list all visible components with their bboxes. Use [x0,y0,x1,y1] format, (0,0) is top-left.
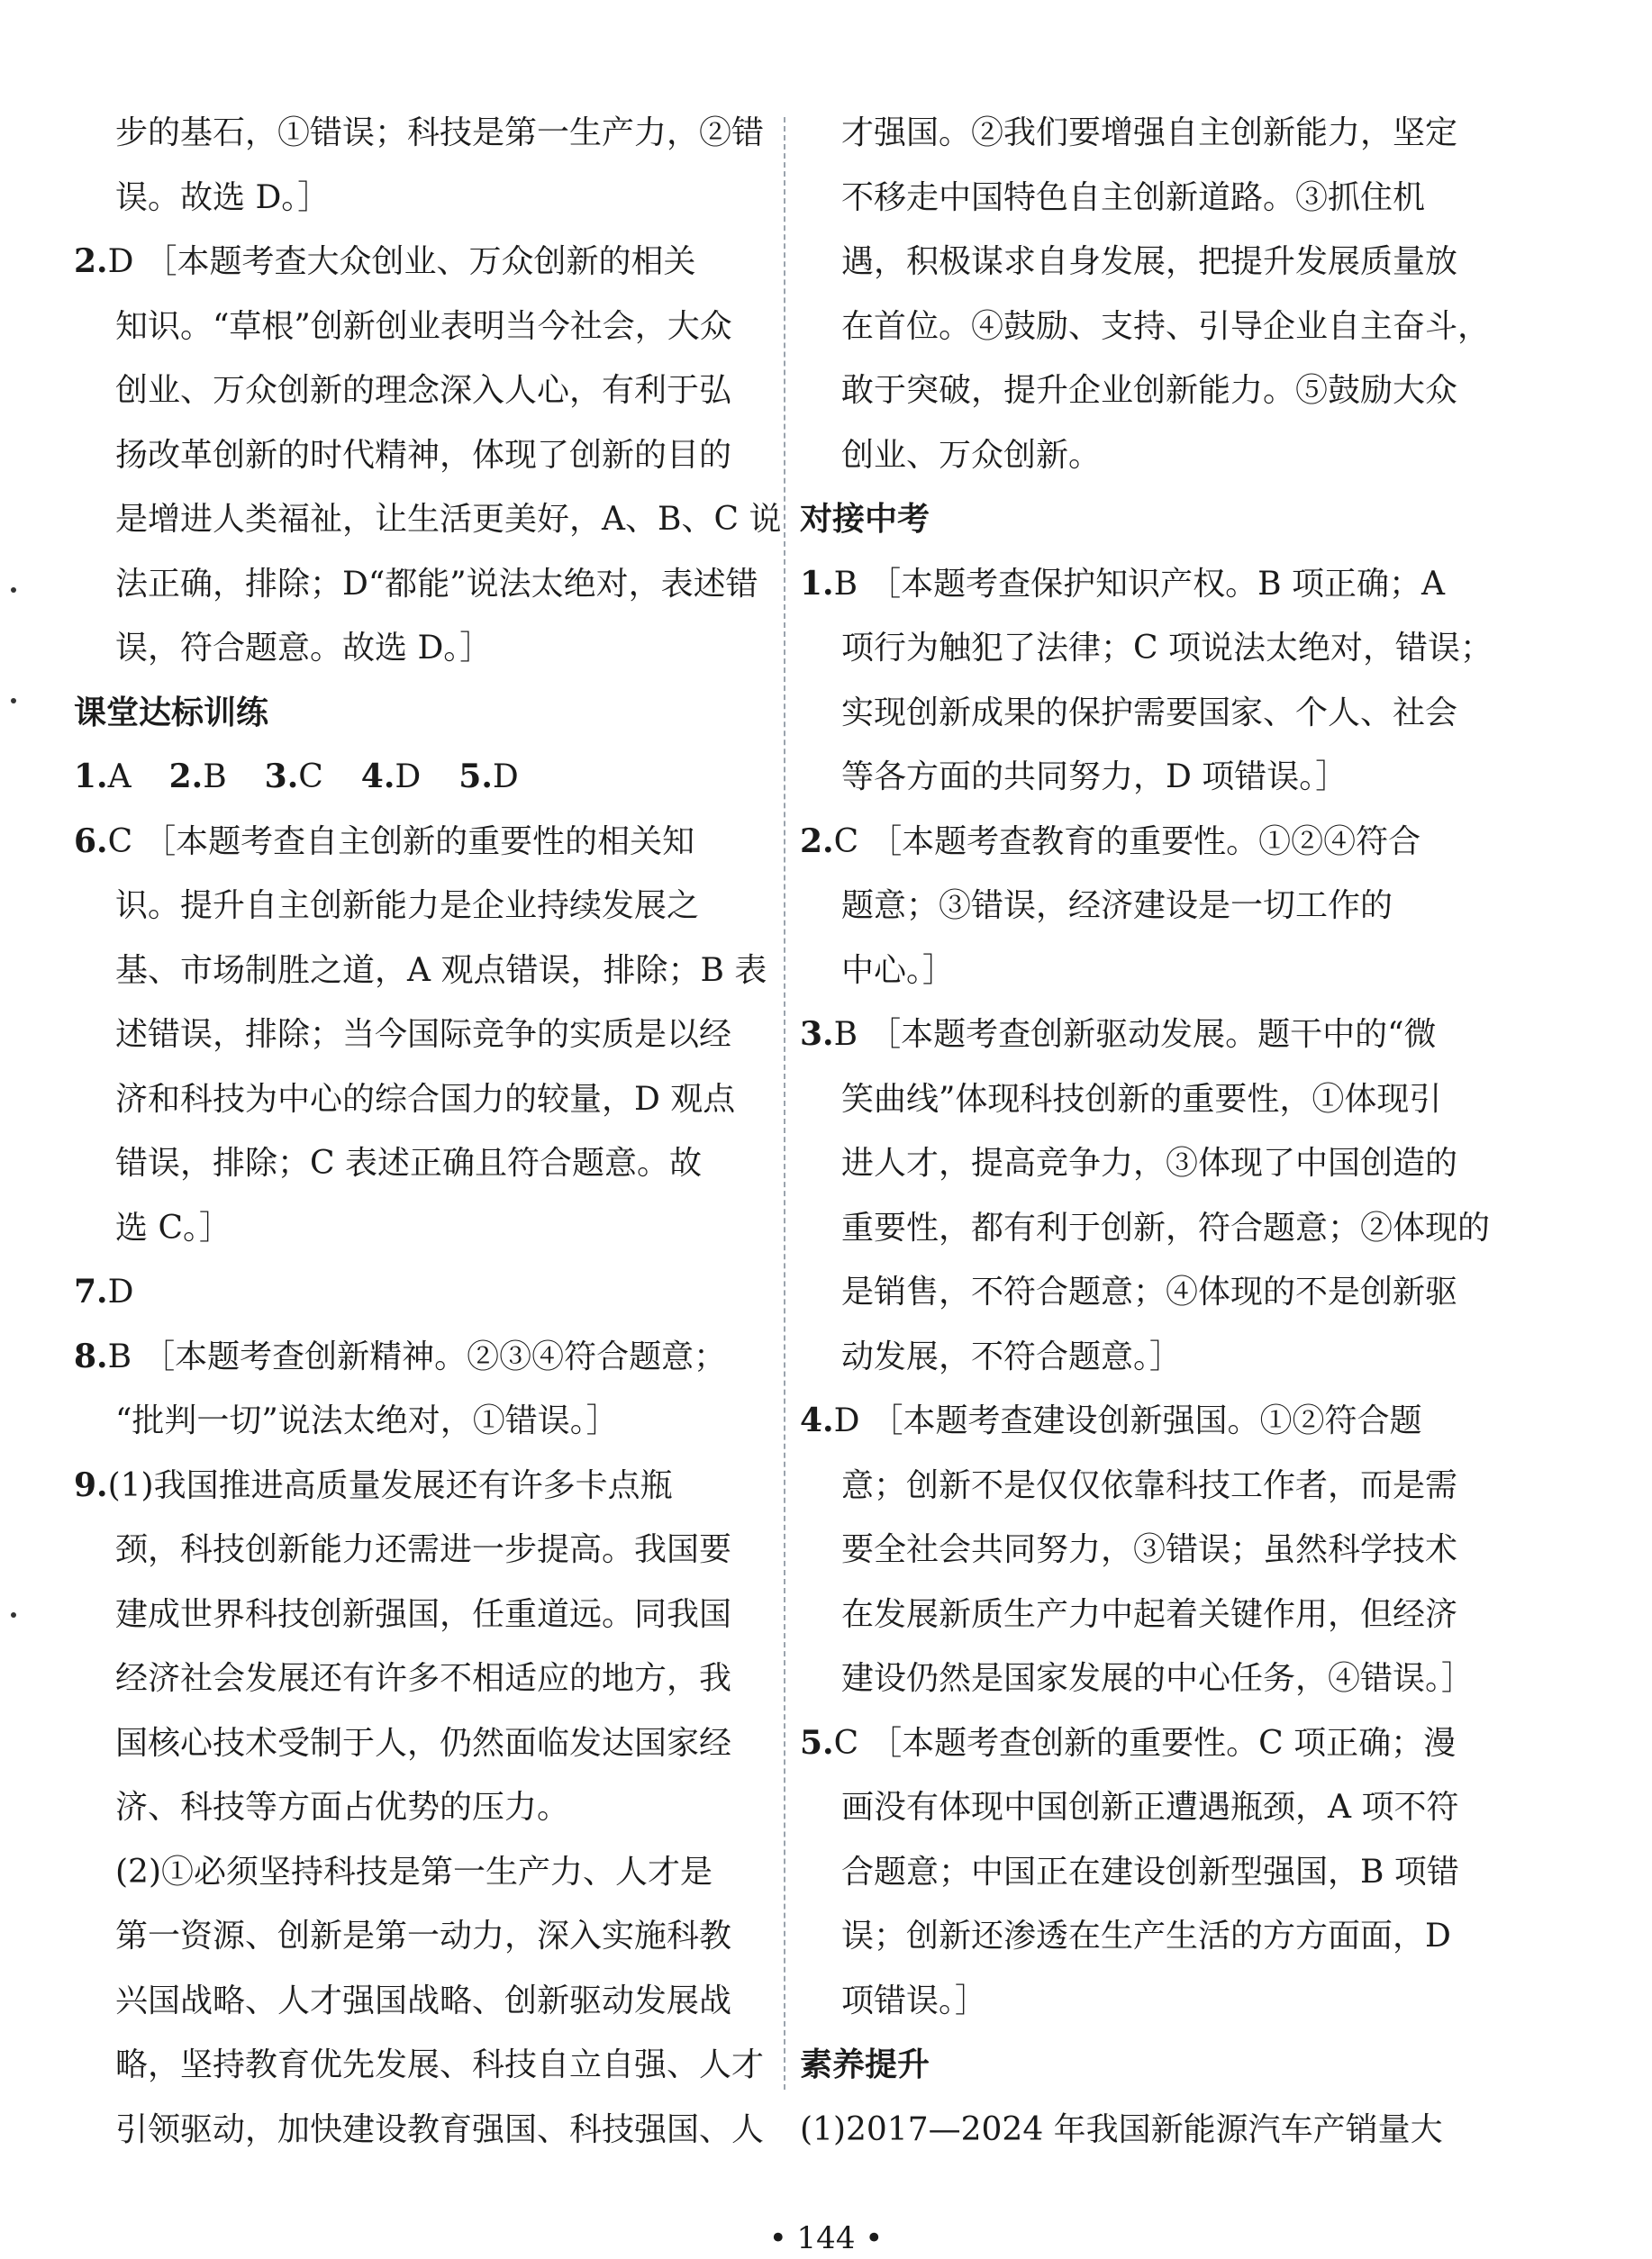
line-text: ［本题考查创新的重要性。C 项正确；漫 [869,1724,1457,1762]
mc-answer [74,758,132,795]
answer-letter: D [833,1402,860,1439]
line-text: (1)我国推进高质量发展还有许多卡点瓶 [107,1466,673,1504]
text-line [74,1775,769,1840]
line-text: ［本题考查大众创业、万众创新的相关 [144,243,696,280]
text-line [74,166,769,231]
text-line [74,616,769,681]
line-text: 遇，积极谋求自身发展，把提升发展质量放 [841,243,1458,280]
section-heading: 课堂达标训练 [74,694,269,731]
section-heading: 素养提升 [800,2046,930,2083]
line-text: 在发展新质生产力中起着关键作用，但经济 [841,1595,1458,1633]
answer-letter: C [833,1724,859,1762]
question-number: 8. [74,1337,108,1375]
question-number: 1. [800,564,834,603]
text-line [800,1325,1493,1390]
margin-dot [11,698,16,703]
line-text: 国核心技术受制于人，仍然面临发达国家经 [115,1724,732,1762]
line-text: 识。提升自主创新能力是企业持续发展之 [115,887,700,924]
text-line [74,1583,769,1647]
text-line [800,295,1493,359]
line-text: 误；创新还渗透在生产生活的方方面面，D [841,1918,1451,1955]
answer-item [74,230,769,295]
line-text: 步的基石，①错误；科技是第一生产力，②错 [115,114,765,151]
answer-letter: B [833,565,858,603]
line-text: 动发展，不符合题意。］ [841,1338,1183,1375]
line-text: ［本题考查教育的重要性。①②④符合 [869,822,1421,860]
line-text: 进人才，提高竞争力，③体现了中国创造的 [841,1145,1458,1182]
line-text: 经济社会发展还有许多不相适应的地方，我 [115,1660,732,1697]
answer-letter: D [395,758,422,795]
question-number: 3. [264,758,299,795]
answer-letter: C [298,758,323,795]
question-number: 7. [74,1273,108,1311]
text-line [800,1131,1493,1196]
question-number: 2. [800,821,834,860]
answer-letter: C [107,822,133,860]
line-text: 选 C。］ [115,1209,231,1247]
question-number: 2. [74,242,108,280]
mc-answer [265,758,323,795]
answer-item [74,1260,769,1325]
answer-letter: B [107,1338,132,1375]
text-line [74,1196,769,1261]
line-text: ［本题考查自主创新的重要性的相关知 [143,822,695,860]
text-line [74,1647,769,1711]
line-text: 是销售，不符合题意；④体现的不是创新驱 [841,1274,1458,1311]
text-line [800,745,1493,810]
answer-letter: D [107,243,134,280]
text-line [74,2033,769,2098]
question-number: 5. [800,1723,834,1762]
answer-letter: B [833,1016,858,1053]
text-line [800,1067,1493,1132]
line-text: 引领驱动，加快建设教育强国、科技强国、人 [115,2110,765,2148]
line-text: 法正确，排除；D“都能”说法太绝对，表述错 [115,565,758,603]
text-line [800,423,1493,488]
text-line [800,1260,1493,1325]
column-divider [784,117,785,2090]
right-column [800,101,1493,2162]
answer-item [800,1711,1493,1776]
text-line [800,1518,1493,1583]
line-text: ［本题考查建设创新强国。①②符合题 [870,1402,1422,1439]
text-line [800,101,1493,166]
line-text: 颈，科技创新能力还需进一步提高。我国要 [115,1531,732,1568]
left-column [74,101,782,2162]
line-text: 建设仍然是国家发展的中心任务，④错误。］ [841,1660,1475,1697]
text-line [74,101,769,166]
answer-letter: B [203,758,227,795]
question-number: 3. [800,1015,834,1053]
line-text: 重要性，都有利于创新，符合题意；②体现的 [841,1209,1491,1247]
answer-item [74,1325,769,1390]
line-text: 实现创新成果的保护需要国家、个人、社会 [841,694,1458,731]
text-line [74,552,769,617]
answer-item [800,1002,1493,1067]
answer-item [74,1454,769,1519]
text-line [800,358,1493,423]
question-number: 5. [458,758,493,795]
text-line [800,616,1493,681]
text-line [800,2098,1493,2163]
question-number: 2. [168,758,204,795]
line-text: 建成世界科技创新强国，任重道远。同我国 [115,1595,732,1633]
line-text: 是增进人类福祉，让生活更美好，A、B、C 说 [115,501,782,538]
answer-letter: C [833,822,859,860]
text-line [74,358,769,423]
text-line [800,874,1493,939]
line-text: 题意；③错误，经济建设是一切工作的 [841,887,1393,924]
text-line [800,681,1493,746]
line-text: 笑曲线”体现科技创新的重要性，①体现引 [841,1080,1442,1118]
line-text: 要全社会共同努力，③错误；虽然科学技术 [841,1531,1458,1568]
answer-letter: A [107,758,132,795]
line-text: “批判一切”说法太绝对，①错误。］ [115,1402,619,1439]
line-text: 述错误，排除；当今国际竞争的实质是以经 [115,1016,732,1053]
question-number: 4. [360,758,395,795]
text-line [800,1840,1493,1905]
text-line [74,1711,769,1776]
text-line [74,1389,769,1454]
line-text: 创业、万众创新的理念深入人心，有利于弘 [115,372,732,409]
text-line [74,1067,769,1132]
line-text: 错误，排除；C 表述正确且符合题意。故 [115,1145,702,1182]
margin-dot [11,587,16,593]
line-text: 才强国。②我们要增强自主创新能力，坚定 [841,114,1458,151]
text-line [800,230,1493,295]
line-text: 误，符合题意。故选 D。］ [115,630,493,667]
answer-letter: D [492,758,519,795]
question-number: 1. [74,758,108,795]
text-line [74,295,769,359]
section-heading: 对接中考 [800,501,930,538]
line-text: 济和科技为中心的综合国力的较量，D 观点 [115,1080,736,1118]
question-number: 9. [74,1465,108,1504]
line-text: ［本题考查创新精神。②③④符合题意； [142,1338,727,1375]
text-line [800,166,1493,231]
text-line [74,1131,769,1196]
line-text: (1)2017—2024 年我国新能源汽车产销量大 [800,2110,1443,2148]
text-line [74,423,769,488]
line-text: 扬改革创新的时代精神，体现了创新的目的 [115,436,732,474]
mc-answer [458,758,518,795]
text-line [800,1647,1493,1711]
line-text: 创业、万众创新。 [841,436,1102,474]
line-text: 基、市场制胜之道，A 观点错误，排除；B 表 [115,951,767,989]
line-text: 敢于突破，提升企业创新能力。⑤鼓励大众 [841,372,1458,409]
line-text: 略，坚持教育优先发展、科技自立自强、人才 [115,2046,765,2083]
answer-item [74,810,769,875]
line-text: 兴国战略、人才强国战略、创新驱动发展战 [115,1982,732,2019]
text-line [800,1775,1493,1840]
text-line [74,874,769,939]
text-line [74,939,769,1003]
line-text: ［本题考查创新驱动发展。题干中的“微 [868,1016,1437,1053]
line-text: 项行为触犯了法律；C 项说法太绝对，错误； [841,630,1493,667]
text-line [800,1583,1493,1647]
line-text: 画没有体现中国创新正遭遇瓶颈，A 项不符 [841,1789,1459,1826]
answer-letter: D [107,1274,134,1311]
text-line [74,1002,769,1067]
text-line [800,1904,1493,1969]
text-line [74,1969,769,2034]
margin-dot [11,1612,16,1618]
line-text: 等各方面的共同努力，D 项错误。］ [841,758,1348,795]
question-number: 6. [74,821,108,860]
line-text: 项错误。］ [841,1982,988,2019]
mc-answers-line [74,745,769,810]
line-text: 意；创新不是仅仅依靠科技工作者，而是需 [841,1466,1458,1504]
mc-answer [169,758,227,795]
line-text: 知识。“草根”创新创业表明当今社会，大众 [115,307,732,345]
mc-answer [361,758,421,795]
line-text: 在首位。④鼓励、支持、引导企业自主奋斗， [841,307,1491,345]
answer-item [800,1389,1493,1454]
answer-item [800,810,1493,875]
line-text: ［本题考查保护知识产权。B 项正确；A [868,565,1445,603]
text-line [74,1904,769,1969]
page-number: • 144 • [768,2220,884,2256]
line-text: 济、科技等方面占优势的压力。 [115,1789,570,1826]
text-line [74,487,782,552]
text-line [800,1969,1493,2034]
line-text: 第一资源、创新是第一动力，深入实施科教 [115,1918,732,1955]
line-text: 中心。］ [841,951,956,989]
line-text: (2)①必须坚持科技是第一生产力、人才是 [115,1853,713,1891]
question-number: 4. [800,1402,834,1439]
line-text: 不移走中国特色自主创新道路。③抓住机 [841,178,1426,216]
text-line [800,1196,1493,1261]
text-line [74,1840,769,1905]
line-text: 合题意；中国正在建设创新型强国，B 项错 [841,1853,1459,1891]
line-text: 误。故选 D。］ [115,178,331,216]
text-line [800,939,1493,1003]
text-line [800,1454,1493,1519]
answer-item [800,552,1493,617]
text-line [74,2098,769,2163]
text-line [74,1518,769,1583]
